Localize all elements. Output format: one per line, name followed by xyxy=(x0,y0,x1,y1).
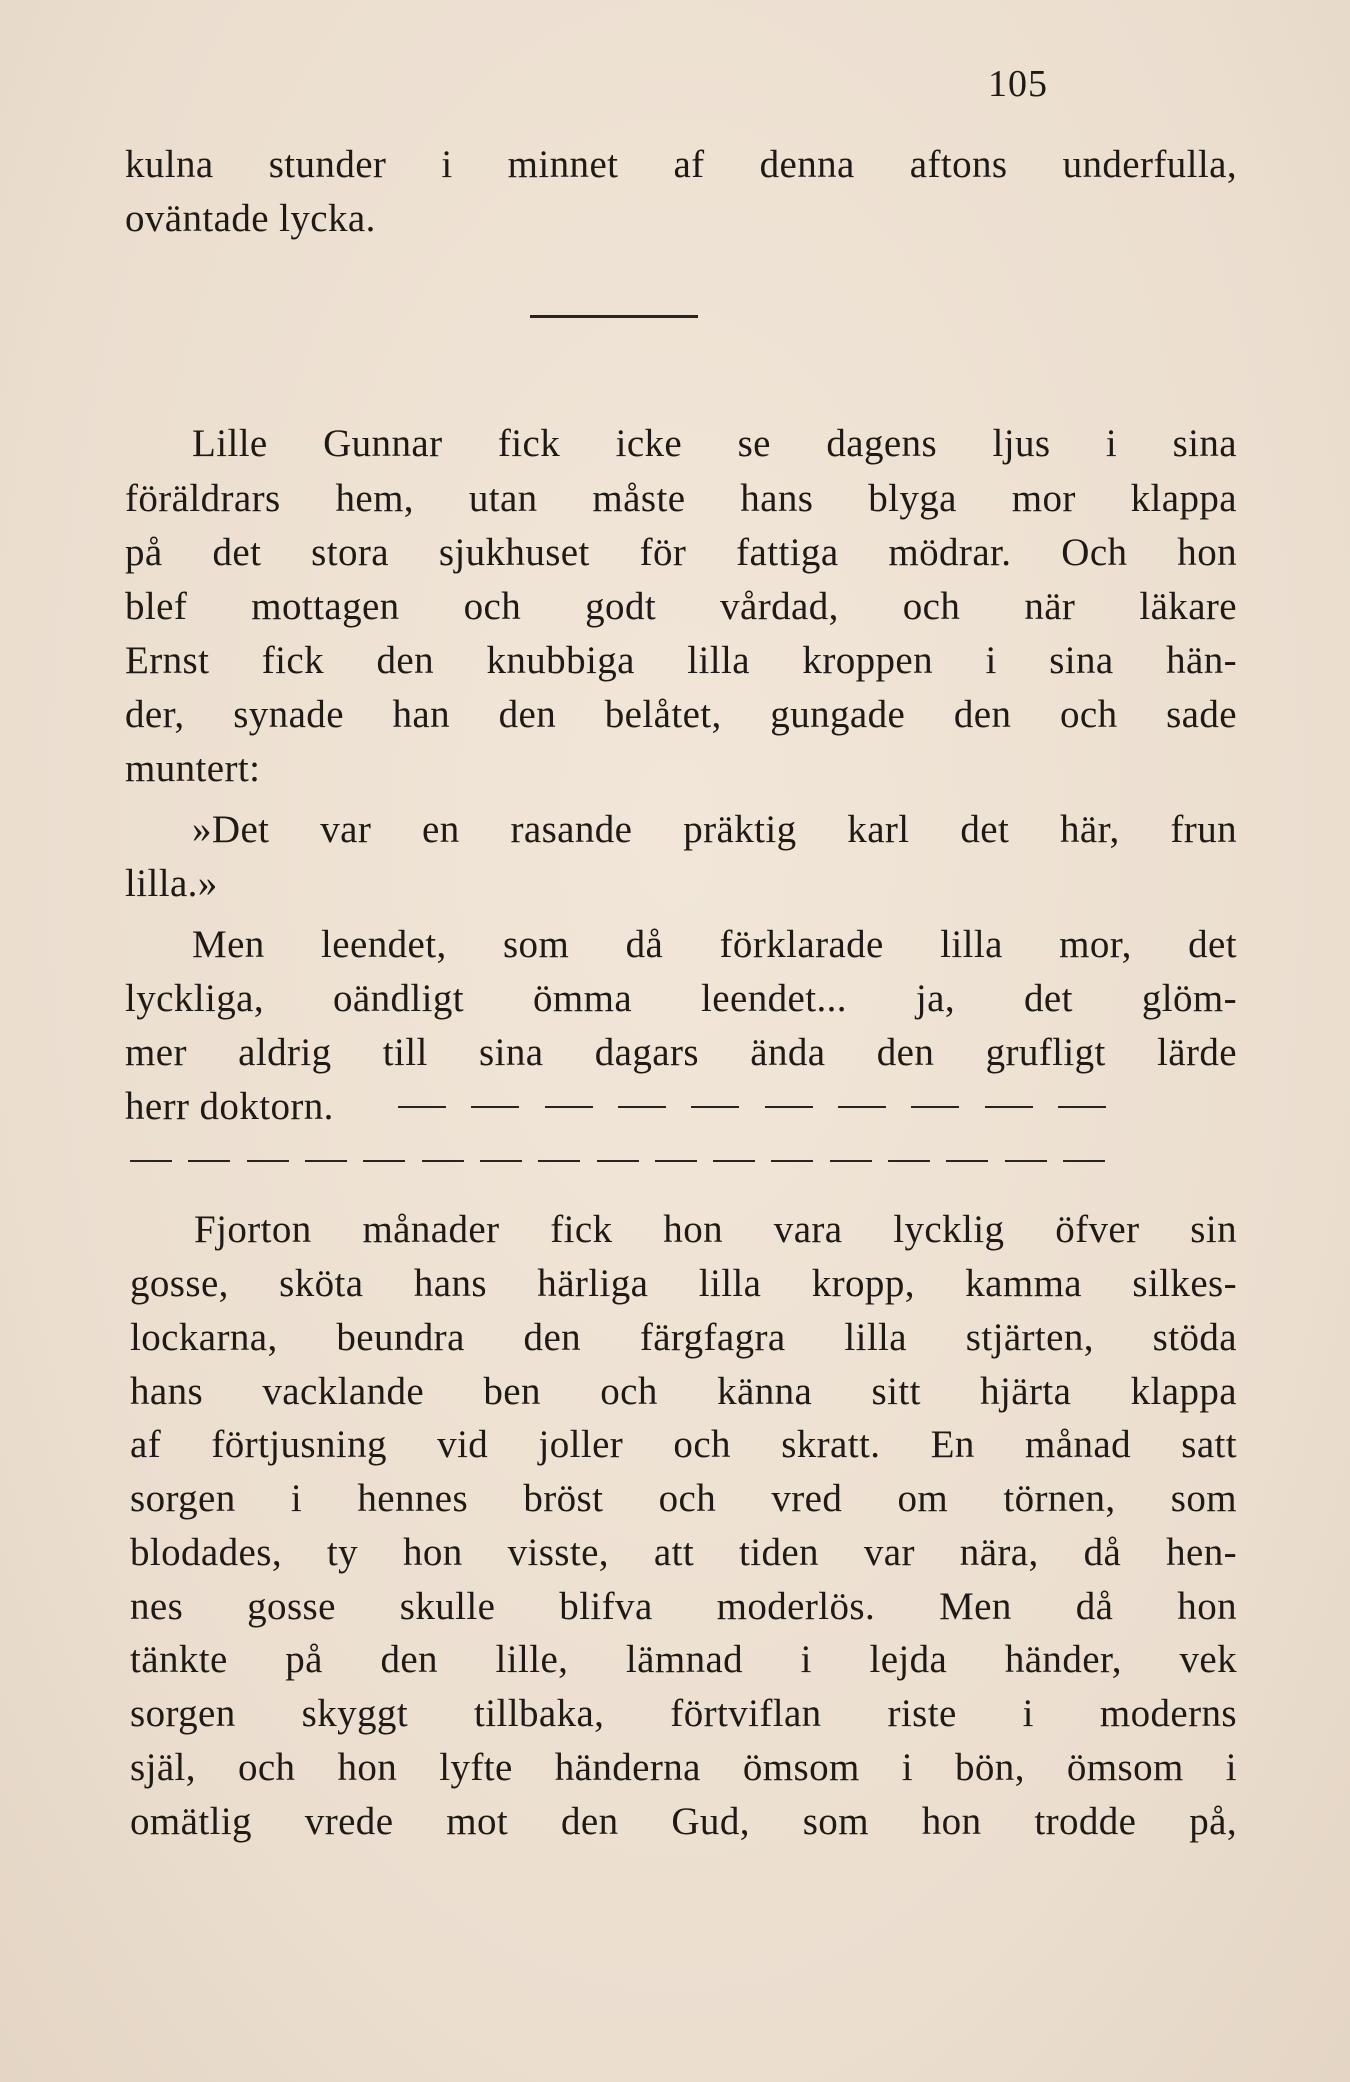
text-line: själ, och hon lyfte händerna ömsom i bön, ömsom i xyxy=(130,1746,1237,1789)
dash xyxy=(765,1106,813,1108)
dash xyxy=(480,1160,522,1162)
dash xyxy=(363,1160,405,1162)
dash xyxy=(771,1160,813,1162)
dash xyxy=(538,1160,580,1162)
text-line: blodades, ty hon visste, att tiden var nära, då hen- xyxy=(130,1531,1237,1574)
dash xyxy=(830,1160,872,1162)
dash xyxy=(946,1160,988,1162)
section-divider xyxy=(530,315,698,318)
dash xyxy=(618,1106,666,1108)
dash-line-inline xyxy=(398,1106,1106,1108)
dash xyxy=(305,1160,347,1162)
text-line: lockarna, beundra den färgfagra lilla stjärten, stöda xyxy=(130,1316,1237,1359)
text-line: sorgen i hennes bröst och vred om törnen, som xyxy=(130,1477,1237,1520)
dash xyxy=(1063,1160,1105,1162)
text-line: gosse, sköta hans härliga lilla kropp, kamma silkes- xyxy=(130,1262,1237,1305)
text-line: Lille Gunnar fick icke se dagens ljus i sina xyxy=(192,422,1237,465)
text-line: muntert: xyxy=(125,747,261,790)
text-line: Fjorton månader fick hon vara lycklig öfver sin xyxy=(194,1208,1237,1251)
dash xyxy=(1058,1106,1106,1108)
text-line: mer aldrig till sina dagars ända den grufligt lärde xyxy=(125,1031,1237,1074)
dash xyxy=(247,1160,289,1162)
dash xyxy=(471,1106,519,1108)
dash xyxy=(691,1106,739,1108)
text-line: Men leendet, som då förklarade lilla mor, det xyxy=(192,923,1237,966)
dash xyxy=(888,1160,930,1162)
text-line: omätlig vrede mot den Gud, som hon trodde på, xyxy=(130,1800,1237,1843)
dash xyxy=(713,1160,755,1162)
text-line: »Det var en rasande präktig karl det här, frun xyxy=(192,808,1237,851)
text-line: blef mottagen och godt vårdad, och när läkare xyxy=(125,585,1237,628)
dash xyxy=(985,1106,1033,1108)
text-line: tänkte på den lille, lämnad i lejda händer, vek xyxy=(130,1638,1237,1681)
text-line: der, synade han den belåtet, gungade den och sade xyxy=(125,693,1237,736)
dash xyxy=(398,1106,446,1108)
text-line: af förtjusning vid joller och skratt. En månad satt xyxy=(130,1423,1237,1466)
dash-line-full xyxy=(130,1160,1105,1162)
dash xyxy=(838,1106,886,1108)
page-number: 105 xyxy=(988,63,1048,105)
text-line: sorgen skyggt tillbaka, förtviflan riste i moderns xyxy=(130,1692,1237,1735)
text-line: lyckliga, oändligt ömma leendet... ja, det glöm- xyxy=(125,977,1237,1020)
text-line: föräldrars hem, utan måste hans blyga mor klappa xyxy=(125,477,1237,520)
text-line: på det stora sjukhuset för fattiga mödrar. Och hon xyxy=(125,531,1237,574)
text-line: kulna stunder i minnet af denna aftons underfulla, xyxy=(125,143,1237,186)
dash xyxy=(422,1160,464,1162)
text-line: lilla.» xyxy=(125,862,218,905)
text-line: hans vacklande ben och känna sitt hjärta klappa xyxy=(130,1370,1237,1413)
text-line: oväntade lycka. xyxy=(125,197,376,240)
dash xyxy=(597,1160,639,1162)
dash xyxy=(655,1160,697,1162)
text-line: nes gosse skulle blifva moderlös. Men då hon xyxy=(130,1585,1237,1628)
dash xyxy=(130,1160,172,1162)
dash xyxy=(1005,1160,1047,1162)
text-line: herr doktorn. xyxy=(125,1085,334,1128)
dash xyxy=(545,1106,593,1108)
dash xyxy=(911,1106,959,1108)
text-line: Ernst fick den knubbiga lilla kroppen i sina hän- xyxy=(125,639,1237,682)
dash xyxy=(188,1160,230,1162)
